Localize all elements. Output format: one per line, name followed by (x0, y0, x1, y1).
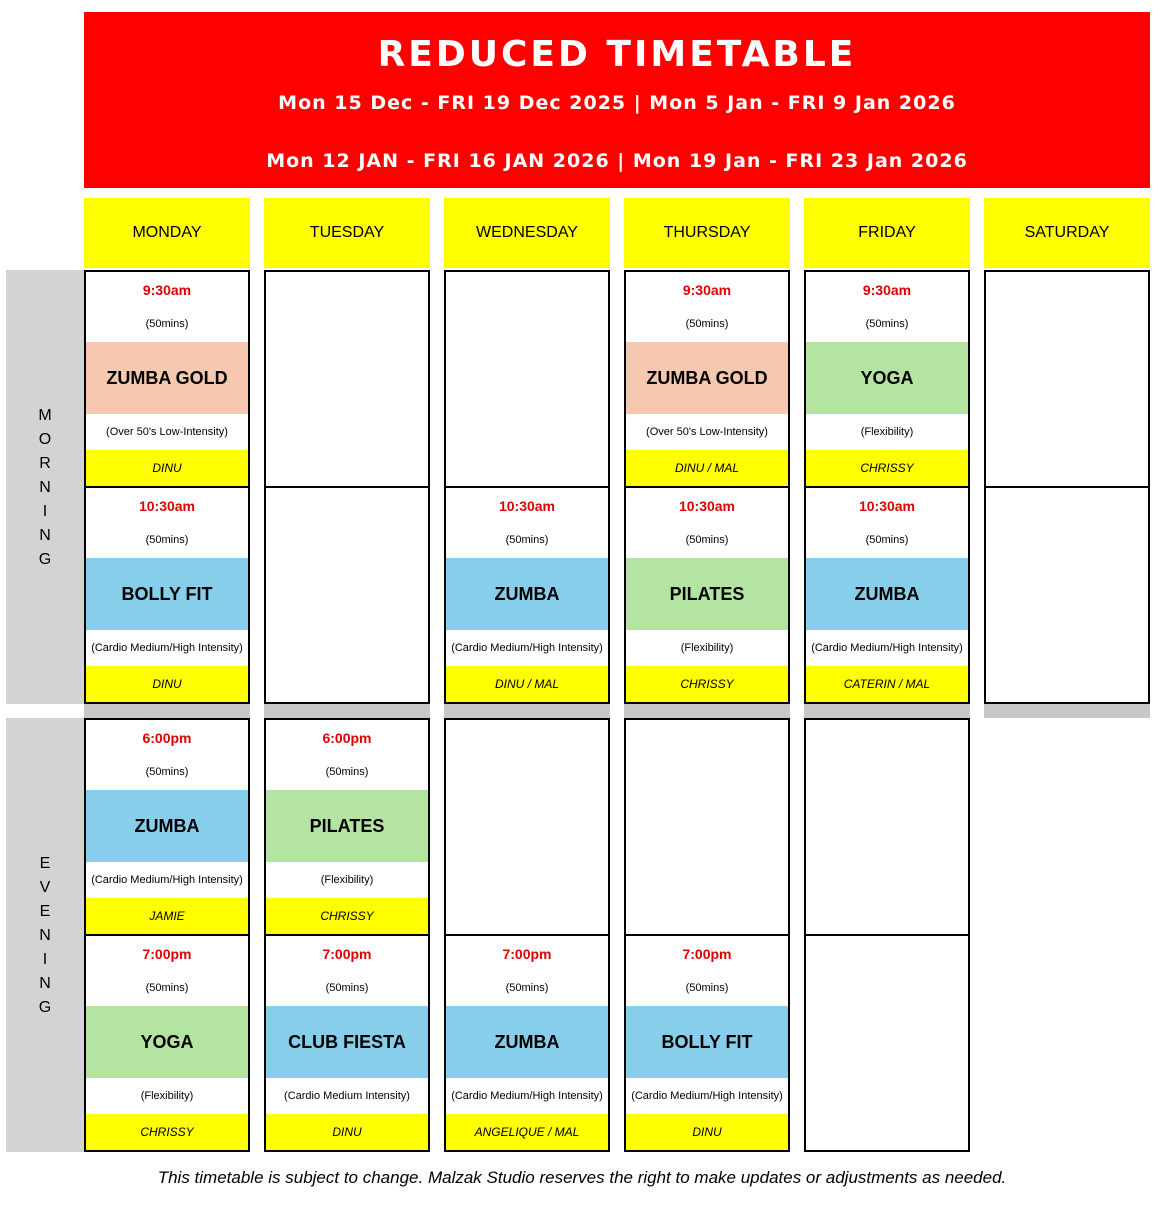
class-name: BOLLY FIT (86, 558, 248, 630)
divider-bar (84, 704, 250, 718)
empty-slot (804, 718, 970, 936)
class-slot-tuesday-1900[interactable] (264, 934, 430, 1152)
class-intensity: (Over 50's Low-Intensity) (106, 426, 228, 438)
class-duration: (50mins) (505, 982, 549, 994)
class-name: YOGA (806, 342, 968, 414)
class-instructor: ANGELIQUE / MAL (446, 1114, 608, 1150)
class-duration: (50mins) (145, 534, 189, 546)
class-name: ZUMBA (806, 558, 968, 630)
class-time: 10:30am (138, 498, 196, 514)
class-instructor: CHRISSY (266, 898, 428, 934)
date-range-line-2: Mon 12 JAN - FRI 16 JAN 2026 | Mon 19 Jan - FRI 23 Jan 2026 (266, 150, 968, 172)
class-duration: (50mins) (865, 318, 909, 330)
class-name: ZUMBA GOLD (626, 342, 788, 414)
class-intensity: (Over 50's Low-Intensity) (646, 426, 768, 438)
class-intensity: (Cardio Medium/High Intensity) (91, 874, 243, 886)
class-slot-friday-0930[interactable] (804, 270, 970, 488)
class-name: PILATES (626, 558, 788, 630)
class-time: 9:30am (142, 282, 192, 298)
class-duration: (50mins) (685, 534, 729, 546)
class-slot-monday-1030[interactable] (84, 486, 250, 704)
class-slot-wednesday-1030[interactable] (444, 486, 610, 704)
class-slot-monday-0930[interactable] (84, 270, 250, 488)
class-instructor: DINU (86, 450, 248, 486)
class-instructor: CHRISSY (86, 1114, 248, 1150)
class-intensity: (Cardio Medium/High Intensity) (451, 1090, 603, 1102)
class-duration: (50mins) (145, 766, 189, 778)
class-time: 9:30am (862, 282, 912, 298)
class-slot-monday-1900[interactable] (84, 934, 250, 1152)
class-duration: (50mins) (505, 534, 549, 546)
class-duration: (50mins) (145, 318, 189, 330)
disclaimer-footer: This timetable is subject to change. Malzak Studio reserves the right to make updates or adjustments as needed. (157, 1168, 1007, 1187)
class-time: 7:00pm (502, 946, 552, 962)
class-name: BOLLY FIT (626, 1006, 788, 1078)
class-intensity: (Flexibility) (860, 426, 914, 438)
empty-slot (804, 934, 970, 1152)
class-time: 9:30am (682, 282, 732, 298)
class-intensity: (Cardio Medium Intensity) (284, 1090, 410, 1102)
class-duration: (50mins) (325, 766, 369, 778)
divider-bar (804, 704, 970, 718)
class-instructor: DINU / MAL (626, 450, 788, 486)
class-instructor: CATERIN / MAL (806, 666, 968, 702)
day-header-wednesday: WEDNESDAY (444, 198, 610, 268)
class-name: YOGA (86, 1006, 248, 1078)
class-intensity: (Cardio Medium/High Intensity) (811, 642, 963, 654)
class-instructor: DINU / MAL (446, 666, 608, 702)
divider-bar (984, 704, 1150, 718)
class-name: ZUMBA (446, 558, 608, 630)
class-instructor: JAMIE (86, 898, 248, 934)
class-time: 7:00pm (142, 946, 192, 962)
date-range-line-1: Mon 15 Dec - FRI 19 Dec 2025 | Mon 5 Jan - FRI 9 Jan 2026 (278, 92, 956, 114)
class-time: 10:30am (678, 498, 736, 514)
class-slot-tuesday-1800[interactable] (264, 718, 430, 936)
empty-slot (444, 270, 610, 488)
class-time: 10:30am (858, 498, 916, 514)
class-intensity: (Cardio Medium/High Intensity) (91, 642, 243, 654)
timetable-title: REDUCED TIMETABLE (377, 34, 857, 75)
evening-label: E V E N I N G (38, 855, 52, 1016)
empty-slot (984, 486, 1150, 704)
empty-slot (624, 718, 790, 936)
class-time: 6:00pm (142, 730, 192, 746)
class-time: 6:00pm (322, 730, 372, 746)
class-duration: (50mins) (325, 982, 369, 994)
morning-sidebar (6, 270, 84, 704)
empty-slot (264, 270, 430, 488)
class-slot-wednesday-1900[interactable] (444, 934, 610, 1152)
class-name: ZUMBA (446, 1006, 608, 1078)
class-time: 10:30am (498, 498, 556, 514)
empty-slot (444, 718, 610, 936)
class-name: ZUMBA GOLD (86, 342, 248, 414)
day-header-thursday: THURSDAY (624, 198, 790, 268)
class-slot-friday-1030[interactable] (804, 486, 970, 704)
class-duration: (50mins) (685, 318, 729, 330)
class-name: CLUB FIESTA (266, 1006, 428, 1078)
class-intensity: (Flexibility) (680, 642, 734, 654)
empty-slot (984, 270, 1150, 488)
class-instructor: CHRISSY (806, 450, 968, 486)
class-intensity: (Flexibility) (140, 1090, 194, 1102)
day-header-friday: FRIDAY (804, 198, 970, 268)
divider-bar (444, 704, 610, 718)
class-instructor: CHRISSY (626, 666, 788, 702)
day-header-monday: MONDAY (84, 198, 250, 268)
class-instructor: DINU (626, 1114, 788, 1150)
class-intensity: (Cardio Medium/High Intensity) (451, 642, 603, 654)
class-instructor: DINU (266, 1114, 428, 1150)
day-header-saturday: SATURDAY (984, 198, 1150, 268)
class-duration: (50mins) (145, 982, 189, 994)
class-slot-monday-1800[interactable] (84, 718, 250, 936)
class-instructor: DINU (86, 666, 248, 702)
empty-slot (264, 486, 430, 704)
class-name: PILATES (266, 790, 428, 862)
day-header-tuesday: TUESDAY (264, 198, 430, 268)
class-slot-thursday-1900[interactable] (624, 934, 790, 1152)
class-time: 7:00pm (682, 946, 732, 962)
morning-label: M O R N I N G (38, 407, 52, 568)
class-intensity: (Flexibility) (320, 874, 374, 886)
divider-bar (264, 704, 430, 718)
class-intensity: (Cardio Medium/High Intensity) (631, 1090, 783, 1102)
class-time: 7:00pm (322, 946, 372, 962)
class-slot-thursday-0930[interactable] (624, 270, 790, 488)
timetable-banner (84, 12, 1150, 188)
class-duration: (50mins) (865, 534, 909, 546)
class-duration: (50mins) (685, 982, 729, 994)
class-name: ZUMBA (86, 790, 248, 862)
evening-sidebar (6, 718, 84, 1152)
class-slot-thursday-1030[interactable] (624, 486, 790, 704)
divider-bar (624, 704, 790, 718)
